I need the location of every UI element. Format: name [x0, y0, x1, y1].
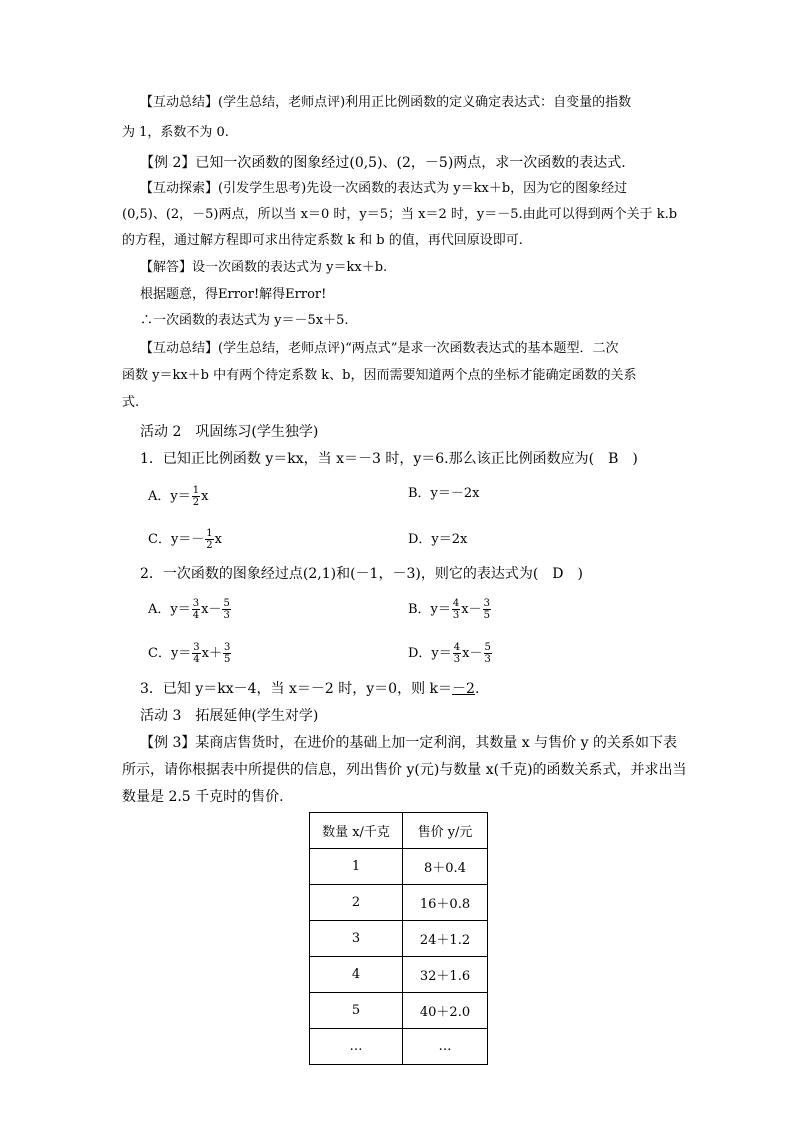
table-row [310, 1029, 488, 1065]
example-3-line1 [140, 734, 677, 752]
table-row [310, 993, 488, 1029]
denominator: 4 [192, 610, 200, 621]
fraction [483, 598, 491, 621]
table-row [310, 921, 488, 957]
answer-tag: 【解答】 [140, 260, 193, 275]
table-row [310, 849, 488, 885]
option-a-prefix: A．y＝ [148, 489, 191, 504]
numerator: 1 [192, 485, 200, 496]
activity-2-heading: 活动 2 巩固练习(学生独学) [140, 424, 319, 440]
table-cell: 1 [310, 849, 403, 885]
table-header-quantity: 数量 x/千克 [310, 813, 403, 849]
example-2-tag: 【例 2】 [140, 155, 196, 171]
table-cell: 40＋2.0 [403, 993, 488, 1029]
fraction [192, 642, 200, 665]
summary-1-line2: 为 1，系数不为 0. [122, 125, 229, 140]
option-a-suffix: x [201, 489, 209, 504]
table-cell: 32＋1.6 [403, 957, 488, 993]
question-1-option-b: B．y＝－2x [408, 486, 480, 501]
denominator: 3 [452, 610, 460, 621]
summary-1-text1: (学生总结，老师点评)利用正比例函数的定义确定表达式：自变量的指数 [218, 95, 632, 110]
numerator: 5 [484, 642, 491, 653]
table-header-price: 售价 y/元 [403, 813, 488, 849]
denominator: 5 [483, 610, 490, 621]
numerator: 3 [192, 598, 200, 609]
denominator: 5 [224, 654, 231, 665]
numerator: 3 [224, 642, 231, 653]
explore-text1: (引发学生思考)先设一次函数的表达式为 y＝kx＋b，因为它的图象经过 [218, 181, 628, 196]
denominator: 3 [484, 654, 491, 665]
question-1-option-a [148, 485, 208, 508]
table-row [310, 885, 488, 921]
option-b-prefix: B．y＝ [408, 602, 451, 617]
table-cell: 24＋1.2 [403, 921, 488, 957]
explore-tag: 【互动探索】 [140, 181, 219, 196]
option-d-prefix: D．y＝ [408, 646, 452, 661]
question-2-option-c [148, 642, 232, 665]
table-cell: … [310, 1029, 403, 1065]
fraction [223, 642, 231, 665]
denominator: 4 [193, 654, 200, 665]
numerator: 4 [453, 642, 461, 653]
example-3-line2: 所示，请你根据表中所提供的信息，列出售价 y(元)与数量 x(千克)的函数关系式，并求出当 [122, 762, 687, 778]
summary-2-line1 [140, 340, 618, 358]
answer-line2: 根据题意，得Error!解得Error! [140, 287, 327, 302]
summary-1-line1 [140, 94, 631, 112]
denominator: 2 [192, 497, 200, 508]
example-3-text1: 某商店售货时，在进价的基础上加一定利润，其数量 x 与售价 y 的关系如下表 [195, 735, 677, 751]
table-header-row [310, 813, 488, 849]
denominator: 3 [223, 610, 230, 621]
summary-2-line3: 式. [122, 395, 140, 410]
example-3-line3: 数量是 2.5 千克时的售价. [122, 789, 284, 805]
price-table [309, 812, 488, 1065]
question-3-text: 3．已知 y＝kx－4，当 x＝－2 时，y＝0，则 k＝ [140, 681, 453, 697]
fraction [205, 528, 213, 551]
fraction [192, 598, 200, 621]
summary-2-text1: (学生总结，老师点评)“两点式”是求一次函数表达式的基本题型．二次 [218, 341, 619, 356]
option-c-mid: x＋ [201, 646, 223, 661]
example-2 [140, 154, 626, 172]
option-a-mid: x－ [201, 602, 222, 617]
numerator: 3 [483, 598, 490, 609]
numerator: 1 [206, 528, 213, 539]
table-cell: 5 [310, 993, 403, 1029]
table-cell: 4 [310, 957, 403, 993]
option-a-prefix: A．y＝ [148, 602, 191, 617]
explore-line2: (0,5)、(2，－5)两点，所以当 x＝0 时，y＝5；当 x＝2 时，y＝－5.由此可以得到两个关于 k.b [122, 207, 678, 222]
denominator: 3 [453, 654, 461, 665]
table-cell: 16＋0.8 [403, 885, 488, 921]
explore-line3: 的方程，通过解方程即可求出待定系数 k 和 b 的值，再代回原设即可. [122, 233, 523, 248]
question-2-option-a [148, 598, 232, 621]
fraction [484, 642, 492, 665]
answer-line3: ∴一次函数的表达式为 y＝－5x＋5. [140, 313, 349, 328]
question-3-answer: －2 [452, 681, 475, 697]
option-c-suffix: x [214, 532, 223, 547]
fraction [452, 598, 460, 621]
question-1-stem: 1．已知正比例函数 y＝kx，当 x＝－3 时，y＝6.那么该正比例函数应为( B ) [140, 451, 638, 467]
question-2-option-d [408, 642, 493, 665]
explore-line1 [140, 180, 627, 198]
question-3 [140, 680, 479, 698]
fraction [453, 642, 461, 665]
fraction [222, 598, 230, 621]
answer-line1 [140, 259, 387, 277]
table-cell: 8＋0.4 [403, 849, 488, 885]
option-c-prefix: C．y＝－ [148, 532, 205, 547]
option-c-prefix: C．y＝ [148, 646, 192, 661]
option-b-mid: x－ [461, 602, 482, 617]
question-2-stem: 2．一次函数的图象经过点(2,1)和(－1，－3)，则它的表达式为( D ) [140, 566, 583, 582]
example-2-text: 已知一次函数的图象经过(0,5)、(2，－5)两点，求一次函数的表达式. [195, 155, 626, 171]
summary-2-line2: 函数 y＝kx＋b 中有两个待定系数 k、b，因而需要知道两个点的坐标才能确定函数的关系 [122, 368, 637, 383]
answer-text: 设一次函数的表达式为 y＝kx＋b. [192, 260, 388, 275]
numerator: 3 [193, 642, 200, 653]
table-cell: … [403, 1029, 488, 1065]
activity-3-heading: 活动 3 拓展延伸(学生对学) [140, 708, 319, 724]
option-d-mid: x－ [462, 646, 483, 661]
table-cell: 2 [310, 885, 403, 921]
numerator: 5 [223, 598, 230, 609]
table-row [310, 957, 488, 993]
summary-2-tag: 【互动总结】 [140, 341, 219, 356]
question-1-option-c [148, 528, 222, 551]
table-cell: 3 [310, 921, 403, 957]
denominator: 2 [206, 540, 213, 551]
summary-1-tag: 【互动总结】 [140, 95, 219, 110]
question-1-option-d: D．y＝2x [408, 532, 468, 547]
numerator: 4 [452, 598, 460, 609]
fraction [192, 485, 200, 508]
question-3-end: . [474, 681, 480, 697]
example-3-tag: 【例 3】 [140, 735, 196, 751]
question-2-option-b [408, 598, 492, 621]
